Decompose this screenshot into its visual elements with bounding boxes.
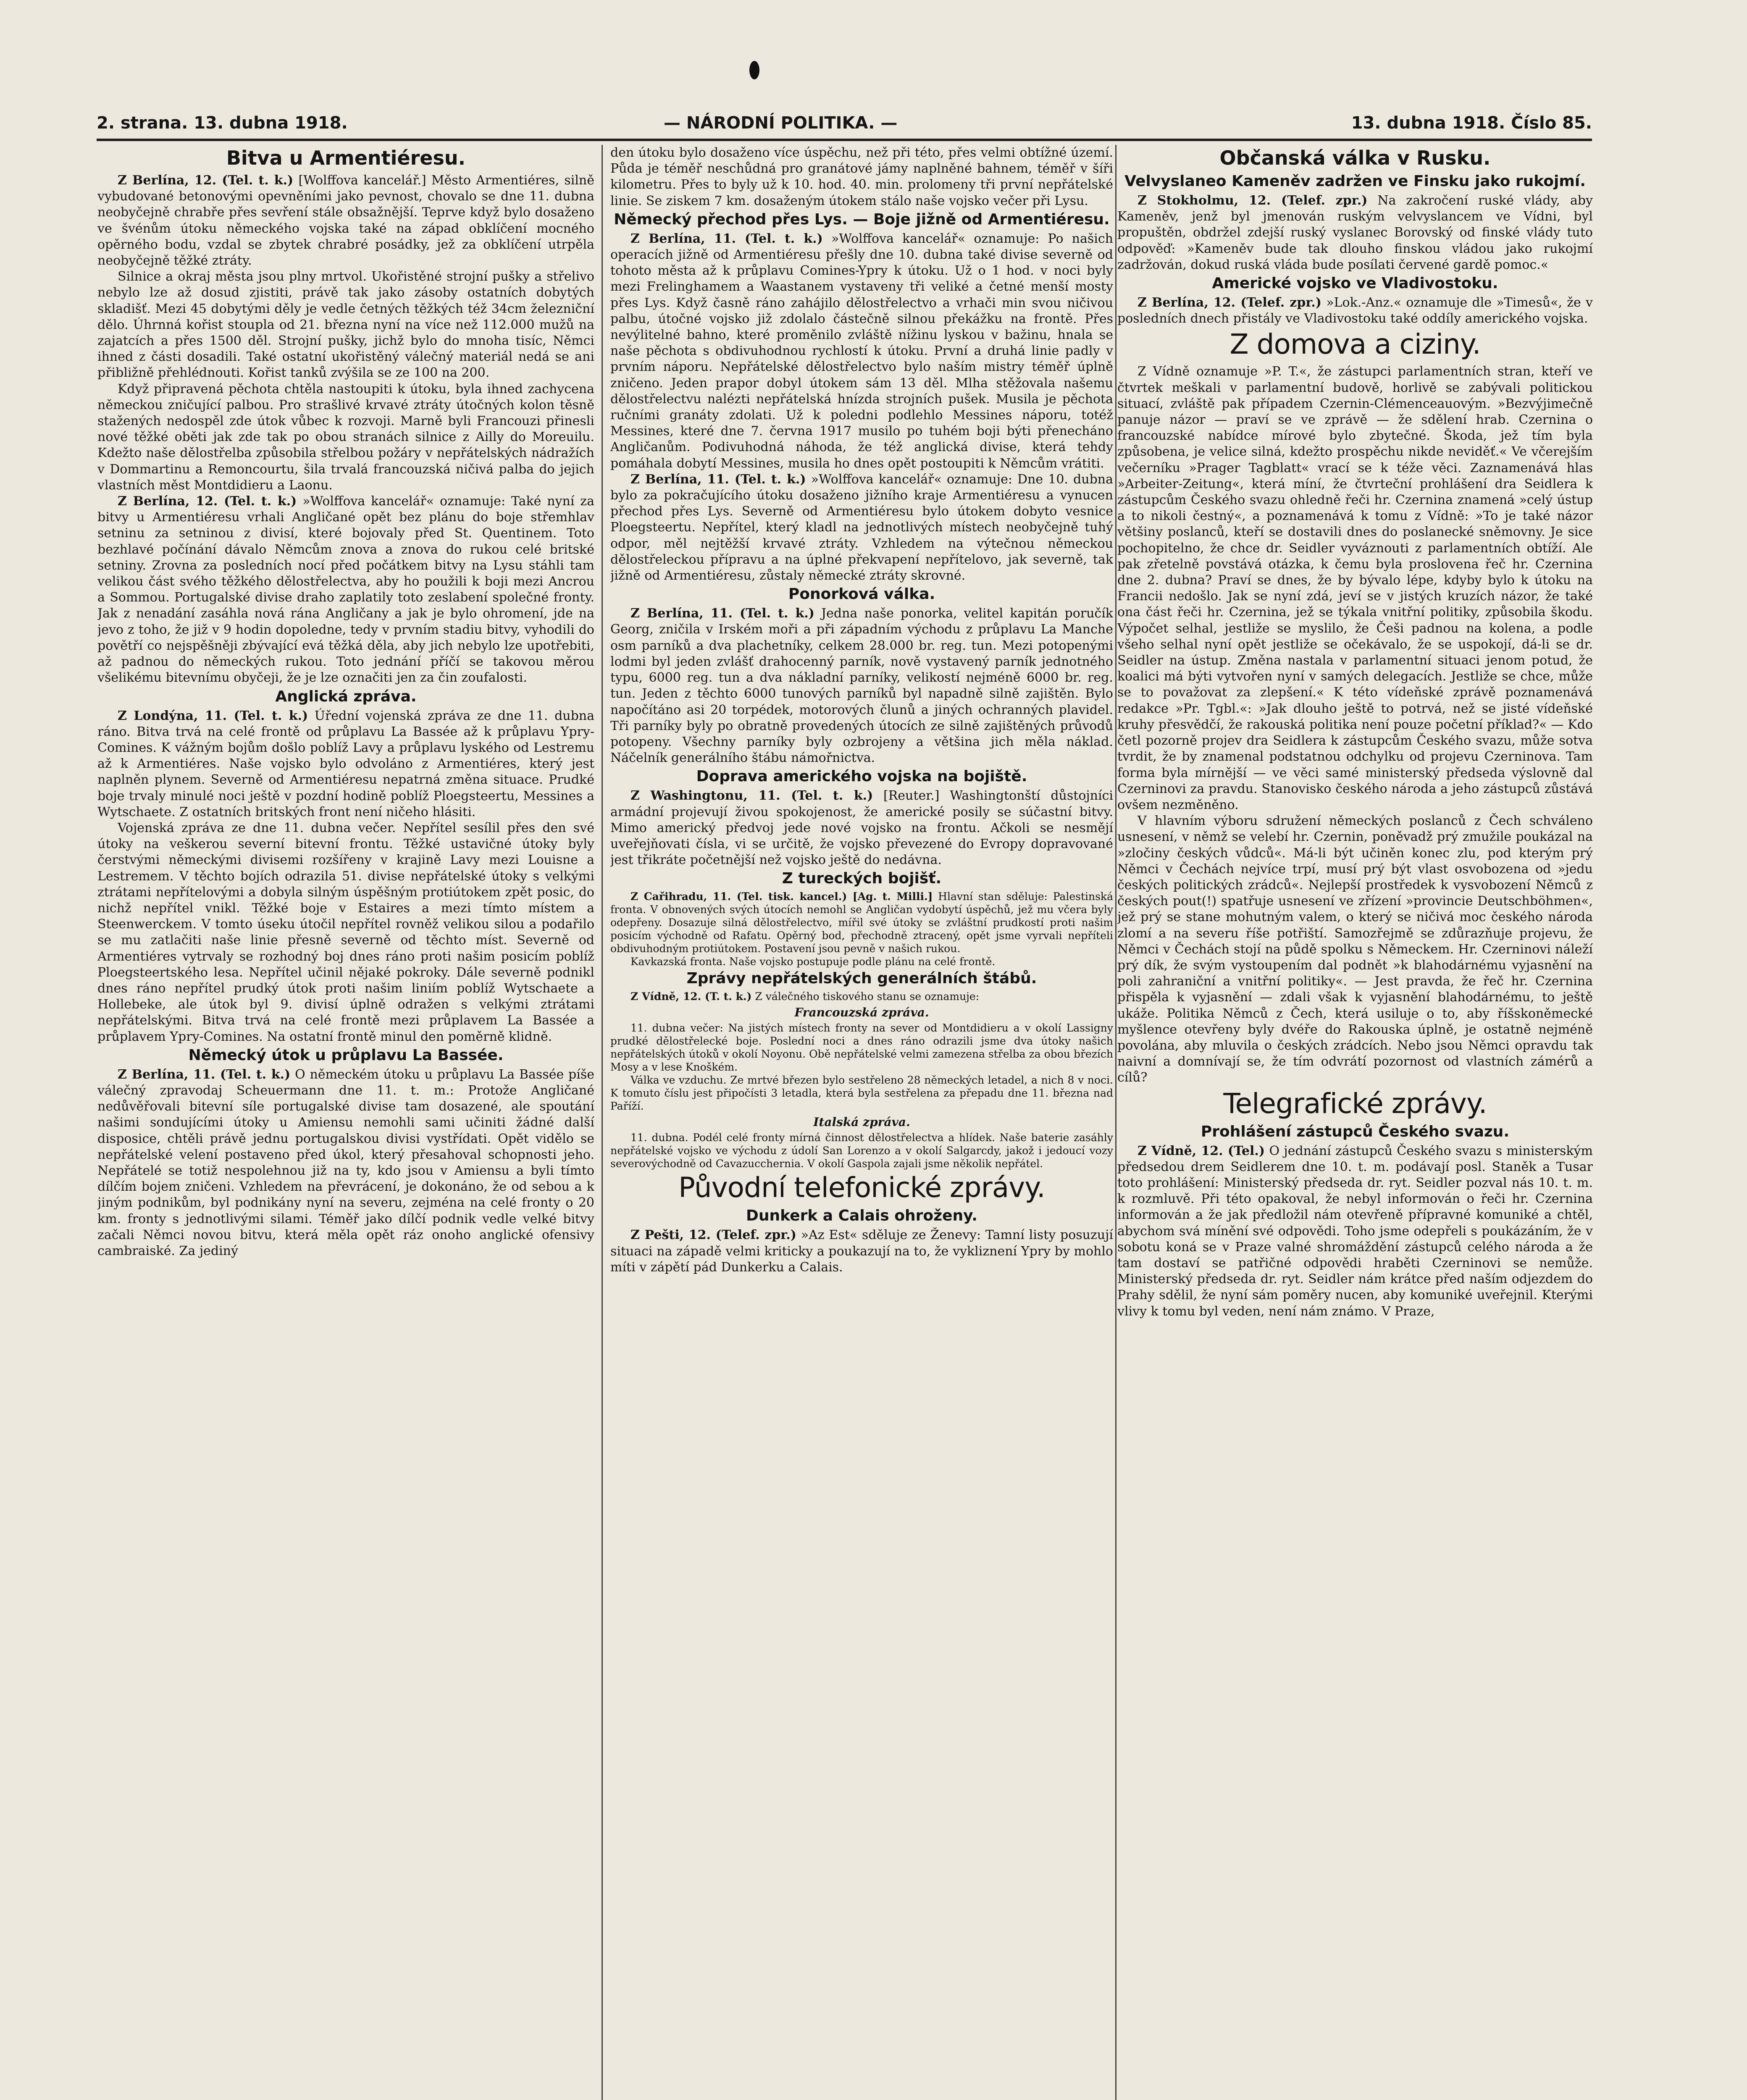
dateline: Z Pešti, 12. (Telef. zpr.) bbox=[630, 1228, 796, 1243]
article-paragraph: Z Vídně oznamuje »P. T.«, že zástupci parlamentních stran, kteří ve čtvrtek meškali v parlamentní budově, horlivě se zabývali politickou situací, zvláště pak případem Czernin-Clémenceauovým. »Bezvýjimečně panuje názor — praví se ve zprávě — že sdělení hrab. Czernina o francouzské nabídce mírové bylo zbytečné. Škoda, jež tím byla způsobena, je velice silná, kdežto prospěchu nikde neviděť.« Ve včerejším večerníku »Prager Tagblatt« vrací se k téže věci. Zaznamenává hlas »Arbeiter-Zeitung«, která míní, že čtvrteční prohlášení dra Seidlera k zástupcům Českého svazu ohledně řeči hr. Czernina znamená »celý ústup a to nikoli čestný«, a poznamenává k tomu z Vídně: »To je také názor většiny poslanců, kteří se dostavili dnes do poslanecké sněmovny. Je sice pochopitelno, že chce dr. Seidler vyváznouti z parlamentních obtíží. Ale pak zřetelně povstává otázka, k čemu byla proslovena řeč hr. Czernina dne 2. dubna? Praví se dnes, že by bývalo lépe, kdyby bylo k útoku na Francii nedošlo. Jak se nyní zdá, jeví se v jistých kruzích názor, že také ona část řeči hr. Czernina, jež se týkala vnitřní politiky, způsobila škodu. Výpočet selhal, jestliže se myslilo, že Češi padnou na kolena, a podle všeho selhal nyní opět jestliže se očekávalo, že se uspokojí, dá-li se dr. Seidler na ústup. Změna nastala v parlamentní situaci jenom potud, že koalici má býti vytvořen nyní v samých delegacích. Jestliže se chce, může se to považovat za zlepšení.« K této vídeňské zprávě poznamenává redakce »Pr. Tgbl.«: »Jak dlouho ještě to potrvá, než se jisté vídeňské kruhy přesvědčí, že rakouská politika není pouze početní příklad?« — Kdo četl pozorně projev dra Seidlera k zástupcům Českého svazu, může sotva tvrdit, že by znamenal podstatnou odchylku od projevu Czerninova. Tam forma byla mírnější — ve věci samé ministerský předseda výslovně dal Czerninovi za pravdu. Stanovisko českého národa a jeho zástupců zůstává ovšem nezměněno. bbox=[1117, 364, 1593, 812]
headline-telegraficke-zpravy: Telegrafické zprávy. bbox=[1223, 1087, 1487, 1120]
headline-tureckych-bojist: Z tureckých bojišť. bbox=[782, 870, 942, 887]
headline-dunkerk-calais: Dunkerk a Calais ohroženy. bbox=[746, 1207, 977, 1225]
dateline: Z Vídně, 12. (Tel.) bbox=[1138, 1143, 1265, 1158]
article-paragraph: Z Berlína, 11. (Tel. t. k.) Jedna naše ponorka, velitel kapitán poručík Georg, zničila v Irském moři a při západním východu z průplavu La Manche osm parníků a dva plachetníky, celkem 28.000 br. reg. tun. Mezi potopenými lodmi byl jeden zvlášť drahocenný parník, nově vystavený parník jednotného typu, 6000 reg. tun a dva nákladní parníky, velikostí nejméně 6000 br. reg. tun. Jeden z těchto 6000 tunových parníků byl napadně silně zajištěn. Bylo napočítáno asi 20 torpédek, motorových člunů a jiných ochranných plavidel. Tři parníky byly po obratně provedených útocích ze silně zajištěných průvodů potopeny. Všechny parníky byly ozbrojeny a většina jich měla náklad. Náčelník generálního štábu námořnictva. bbox=[610, 606, 1113, 766]
article-paragraph: Z Stokholmu, 12. (Telef. zpr.) Na zakročení ruské vlády, aby Kameněv, jenž byl jmenován ruským velvyslancem ve Vídni, byl propuštěn, obdržel zdejší ruský vyslanec Borovský od finské vlády tuto odpověď: »Kameněv bude tak dlouho finskou vládou jako rukojmí zadržován, dokud ruská vláda bude posílati červené gardě pomoc.« bbox=[1117, 193, 1593, 272]
headline-armentieres: Bitva u Armentiéresu. bbox=[226, 147, 466, 169]
column-rule bbox=[1115, 145, 1117, 2100]
column-3 bbox=[1117, 145, 1593, 2100]
dateline: Z Berlína, 11. (Tel. t. k.) bbox=[630, 231, 823, 246]
headline-z-domova-a-ciziny: Z domova a ciziny. bbox=[1229, 328, 1481, 361]
column-1 bbox=[97, 145, 594, 2100]
headline-kamenev: Velvyslaneo Kameněv zadržen ve Finsku jako rukojmí. bbox=[1124, 173, 1586, 190]
dateline: Z Berlína, 12. (Tel. t. k.) bbox=[118, 494, 297, 509]
subheading-italska: Italská zpráva. bbox=[813, 1115, 910, 1129]
article-paragraph: Z Berlína, 12. (Telef. zpr.) »Lok.-Anz.« oznamuje dle »Timesů«, že v posledních dnech přistály ve Vladivostoku také oddíly amerického vojska. bbox=[1117, 295, 1593, 326]
headline-nemecky-utok: Německý útok u průplavu La Bassée. bbox=[188, 1046, 504, 1064]
article-paragraph: Z Vídně, 12. (T. t. k.) Z válečného tiskového stanu se oznamuje: bbox=[630, 990, 980, 1003]
headline-americke-vojsko: Americké vojsko ve Vladivostoku. bbox=[1212, 275, 1498, 292]
article-paragraph: Z Berlína, 12. (Tel. t. k.) [Wolffova kancelář.] Město Armentiéres, silně vybudované betonovými opevněními jako pevnost, chovalo se dne 11. dubna neobyčejně chrabře přes sevření stále obsažnější. Teprve když bylo dosaženo ve švénům útoku německého vojska také na západ obklíčení mocného opěrného bodu, vzdal se zbytek chrabré posádky, jež za obklíčení utrpěla neobyčejně těžké ztráty. bbox=[97, 173, 594, 268]
headline-zpravy-stabu: Zprávy nepřátelských generálních štábů. bbox=[686, 970, 1037, 987]
article-paragraph: den útoku bylo dosaženo více úspěchu, než při této, přes velmi obtížné území. Půda je téměř neschůdná pro granátové jámy naplněné bahnem, téměř v šíři kilometru. Přes to byly už k 10. hod. 40. min. prolomeny tři první nepřátelské linie. Se ziskem 7 km. dosaženým útokem stálo naše vojsko večer při Lysu. bbox=[610, 145, 1113, 208]
article-paragraph: Z Londýna, 11. (Tel. t. k.) Úřední vojenská zpráva ze dne 11. dubna ráno. Bitva trvá na celé frontě od průplavu La Bassée až k průplavu Ypry-Comines. K vážným bojům došlo poblíž Lavy a průplavu lyského od Lestremu až k Armentiéres. Naše vojsko bylo odvoláno z Armentiéres, který jest naplněn plynem. Severně od Armentiéresu nepatrná změna situace. Prudké boje trvaly minulé noci ještě v pozdní hodině poblíž Ploegsteertu, Messines a Wytschaete. Z ostatních britských front není ničeho hlásiti. bbox=[97, 708, 594, 819]
dateline: Z Berlína, 12. (Tel. t. k.) bbox=[118, 173, 294, 188]
article-paragraph: Z Cařihradu, 11. (Tel. tisk. kancel.) [Ag. t. Milli.] Hlavní stan sděluje: Palestinská fronta. V obnovených svých útocích nemohl se Angličan vydobytí úspěchů, jež mu včera byly odepřeny. Dosazuje silná dělostřelectvo, mířil své útoky se zvláštní prudkostí proti našim posicím východně od Rafatu. Opěrný bod, přechodně ztracený, opět jsme vyrvali nepříteli obdivuhodným protiútokem. Postavení jsou pevně v našich rukou. bbox=[610, 890, 1113, 955]
dateline: Z Londýna, 11. (Tel. t. k.) bbox=[118, 708, 308, 723]
article-paragraph: Z Washingtonu, 11. (Tel. t. k.) [Reuter.] Washingtonští důstojníci armádní projevují živou spokojenost, že americké posily se súčastní bitvy. Mimo americký předvoj jede nové vojsko na frontu. Ačkoli se nesmějí uveřejňovati čísla, vi se určitě, že vojsko převezené do Evropy dopravované jest třikráte početnější než vojsko ještě do nedávna. bbox=[610, 788, 1113, 868]
article-paragraph: Z Berlína, 11. (Tel. t. k.) »Wolffova kancelář« oznamuje: Dne 10. dubna bylo za pokračujícího útoku dosaženo jižního kraje Armentiéresu a vynucen přechod přes Lys. Severně od Armentiéresu bylo útokem dobyto vesnice Ploegsteertu. Nepřítel, který kladl na jednotlivých místech neobyčejně tuhý odpor, měl nejtěžší krvavé ztráty. Vzhledem na výtečnou německou dělostřeleckou přípravu a na úplné překvapení nepřítelovo, jak severně, tak jižně od Armentiéresu, zůstaly německé ztráty skrovné. bbox=[610, 472, 1113, 583]
article-paragraph: V hlavním výboru sdružení německých poslanců z Čech schváleno usnesení, v němž se velebí hr. Czernin, poněvadž prý zmužile poukázal na »zločiny českých vůdců«. Má-li být učiněn konec zlu, pod kterým prý Němci v Čechách nejvíce trpí, musí prý být vlast osvobozena od »jedu českých politických zrádců«. Nejlepší prostředek k vysvobození Němců z českých pout(!) spatřuje usnesení ve zřízení »provincie Deutschböhmen«, jež prý se stane mohutným valem, o který se ničivá moc českého národa zlomí a na severu říše potřiští. Samozřejmě se zdůrazňuje projevu, že Němci v Čechách stojí na půdě spolku s Německem. Hr. Czerninovi náleží prý dík, že svým vystoupením dal podnět »k blahodárnému vyjasnění na poli zahraniční a vnitřní politiky«. — Jest pravda, že řeč hr. Czernina přispěla k vyjasnění — zdali však k vyjasnění blahodárnému, to ještě ukáže. Politika Němců z Čech, která usiluje o to, aby říšskoněmecké myšlence otevřeny byly dvéře do Rakouska úplně, je ostatně nejméně povolána, aby mluvila o českých zrádcích. Nebo jsou Němci opravdu tak naivní a domnívají se, že tím odvrátí pozornost od vlastních zámérů a cílů? bbox=[1117, 814, 1593, 1085]
headline-doprava-vojska: Doprava amerického vojska na bojiště. bbox=[696, 768, 1027, 785]
article-paragraph: Kavkazská fronta. Naše vojsko postupuje podle plánu na celé frontě. bbox=[630, 956, 996, 968]
issue-date-number: 13. dubna 1918. Číslo 85. bbox=[1351, 113, 1592, 133]
article-paragraph: 11. dubna večer: Na jistých místech fronty na sever od Montdidieru a v okolí Lassigny prudké dělostřelecké boje. Poslední noci a dnes ráno odrazili jsme dva útoky našich nepřátelských útoků v okolí Noyonu. Obě nepřátelské velmi zamezena střelba za obou březích Mosy a v lese Knoškém. bbox=[610, 1022, 1113, 1074]
dateline: Z Berlína, 11. (Tel. t. k.) bbox=[118, 1067, 291, 1082]
article-paragraph: Válka ve vzduchu. Ze mrtvé březen bylo sestřeleno 28 německých letadel, a nich 8 v noci. K tomuto číslu jest připočísti 3 letadla, která byla sestřelena za přepadu dne 11. března nad Paříží. bbox=[610, 1074, 1113, 1113]
masthead bbox=[97, 105, 1592, 141]
article-paragraph: Z Berlína, 11. (Tel. t. k.) »Wolffova kancelář« oznamuje: Po našich operacích jižně od Armentiéresu přešly dne 10. dubna také divise severně od tohoto města až k průplavu Comines-Ypry k útoku. Už o 1 hod. v noci byly mezi Frelinghamem a Waastanem vystaveny tři veliké a četné menší mosty přes Lys. Když časně ráno zahájilo dělostřelectvo a vrhači min svou ničivou palbu, útočné vojsko již zdolalo částečně silnou překážku na frontě. Přes nevýlitelné bahno, které proměnilo zvláště nížinu lyskou v bažinu, hnala se naše pěchota s obdivuhodnou rychlostí k útoku. První a druhá linie padly v prvním náporu. Nepřátelské dělostřelectvo bylo naším mistry téměř úplně zničeno. Jeden prapor dobyl útokem sám 13 děl. Mlha stěžovala našemu dělostřelectvu nalézti nepřátelská hnízda strojních pušek. Musila je pěchota ručními granáty zdolati. Už k poledni podlehlo Messines náporu, totéž Messines, které dne 7. června 1917 musilo po tuhém boji býti přenecháno Angličanům. Podivuhodná náhoda, že též anglická divise, která tehdy pomáhala dobytí Messines, musila ho dnes opět postoupiti k Němcům vrátiti. bbox=[610, 231, 1113, 471]
dateline: Z Cařihradu, 11. (Tel. tisk. kancel.) [Ag. t. Milli.] bbox=[630, 890, 933, 903]
dateline: Z Berlína, 11. (Tel. t. k.) bbox=[630, 606, 814, 621]
column-2 bbox=[610, 145, 1113, 2100]
headline-prohlaseni: Prohlášení zástupců Českého svazu. bbox=[1201, 1123, 1510, 1140]
column-rule bbox=[602, 145, 603, 2100]
headline-anglicka-zprava: Anglická zpráva. bbox=[275, 688, 417, 705]
dateline: Z Berlína, 11. (Tel. t. k.) bbox=[630, 472, 806, 487]
article-paragraph: Silnice a okraj města jsou plny mrtvol. Ukořistěné strojní pušky a střelivo nebylo lze až dosud zjistiti, právě tak jako zásoby ostatních dobytých skladišť. Mezi 45 dobytými děly je vedle četných těžkých též 34cm železniční dělo. Úhrnná kořist stoupla od 21. března nyní na více než 112.000 mužů na zajatcích a přes 1500 děl. Strojní pušky, jichž bylo do mnoha tisíc, Němci ihned z části dosadili. Také ostatní ukořistěný válečný materiál nedá se ani přibližně přehlédnouti. Kořist tanků zvýšila se ze 100 na 200. bbox=[97, 269, 594, 381]
headline-prechod-pres-lys: Německý přechod přes Lys. — Boje jižně od Armentiéresu. bbox=[614, 210, 1110, 228]
dateline: Z Stokholmu, 12. (Telef. zpr.) bbox=[1138, 193, 1368, 208]
article-paragraph: Z Pešti, 12. (Telef. zpr.) »Az Est« sděluje ze Ženevy: Tamní listy posuzují situaci na západě velmi kriticky a poukazují na to, že vykliznení Ypry by mohlo míti v zápětí pád Dunkerku a Calais. bbox=[610, 1228, 1113, 1275]
dateline: Z Berlína, 12. (Telef. zpr.) bbox=[1138, 295, 1322, 310]
article-paragraph: Když připravená pěchota chtěla nastoupiti k útoku, byla ihned zachycena německou zničující palbou. Pro strašlivé krvavé ztráty útočných kolon těsně stažených nedospěl zde útok vůbec k rozvoji. Marně byli Francouzi přinesli nové těžké oběti jak zde tak po obou stranách silnice z Ailly do Moreuilu. Kdežto naše dělostřelba způsobila střelbou požáry v nepřátelských nádražích v Dommartinu a Remoncourtu, šila trvalá francouzská ničivá palba do jejich vlastních měst Montdidieru a Laonu. bbox=[97, 381, 594, 493]
punch-hole-mark bbox=[749, 61, 759, 79]
dateline: Z Washingtonu, 11. (Tel. t. k.) bbox=[630, 788, 873, 803]
headline-ponorkova-valka: Ponorková válka. bbox=[788, 585, 935, 603]
page-number-date: 2. strana. 13. dubna 1918. bbox=[97, 113, 348, 133]
headline-obcanska-valka: Občanská válka v Rusku. bbox=[1219, 147, 1491, 169]
headline-puvodni-zpravy: Původní telefonické zprávy. bbox=[678, 1171, 1045, 1204]
dateline: Z Vídně, 12. (T. t. k.) bbox=[630, 990, 752, 1003]
article-paragraph: Z Berlína, 12. (Tel. t. k.) »Wolffova kancelář« oznamuje: Také nyní za bitvy u Armentiéresu vrhali Angličané opět bez plánu do boje střemhlav setninu za setninou z divisí, které bojovaly před St. Quentinem. Toto bezhlavé počínání dávalo Němcům znova a znova do rukou celé britské setniny. Zrovna za posledních nocí před počátkem bitvy na Lysu stáhli tam velikou část svého těžkého dělostřelectva, aby ho použili k boji mezi Ancrou a Sommou. Portugalské divise draho zaplatily toto zeslabení společné fronty. Jak z nenadání zasáhla nová rána Angličany a jak je bylo ohromení, jde na jevo z toho, že již v 9 hodin dopoledne, tedy v prvním stadiu bitvy, vyhodili do povětří co nejspěšněji zbývající evá těžká děla, aby jich nebylo lze upotřebiti, až padnou do německých rukou. Toto jednání příčí se takovou měrou všelikému bitevnímu obyčeji, že je lze označiti jen za čin zoufalosti. bbox=[97, 494, 594, 685]
newspaper-title: — NÁRODNÍ POLITIKA. — bbox=[664, 113, 898, 133]
article-paragraph: Z Berlína, 11. (Tel. t. k.) O německém útoku u průplavu La Bassée píše válečný zpravodaj Scheuermann dne 11. t. m.: Protože Angličané nedůvěřovali bitevní síle portugalské divise tam dosazené, ale spoutání našimi sondujícími útoky u Amiensu nemohli sami učiniti žádné další disposice, chtěli právě jednu portugalskou divisi vystřídati. Opět vidělo se nepřátelské velení postaveno před úkol, který přesahoval schopnosti jeho. Nepřátelé se totiž nespolehnou již na ty, kdo jsou v Amiensu a byli tímto dílčím bojem zničeni. Vzhledem na převrácení, je dokonáno, že od sebou a k jiným podnikům, byl podnikány nyní na severu, zejména na celé fronty o 20 km. fronty s jednotlivými silami. Téměř jako dílčí podnik vedle velké bitvy začali Němci novou bitvu, která měla opět ráz onoho anglické ofensivy cambraiské. Za jediný bbox=[97, 1067, 594, 1258]
article-paragraph: Vojenská zpráva ze dne 11. dubna večer. Nepřítel sesílil přes den své útoky na veškerou severní bitevní frontu. Těžké ustavičné útoky byly čerstvými německými divisemi rozšířeny v krajině Lavy mezi Louisne a Lestremem. V těchto bojích odrazila 51. divise nepřátelské útoky s velkými ztrátami nepřítelovými a dobyla silným úspěšným protiútokem zpět posic, do nichž nepřítel vnikl. Těžké boje v Estaires a mezi tímto místem a Steenwerckem. V tomto úseku útočil nepřítel rovněž velikou silou a podařilo se mu zatlačiti naše linie přesně severně od těchto míst. Severně od Armentiéres vytrvaly se rozhodný boj dnes ráno proti našim posicím poblíž Ploegsteertského lesa. Nepřítel učinil nějaké pokroky. Dále severně podnikl dnes ráno nepřítel prudký útok proti našim liniím poblíž Wytschaete a Hollebeke, ale útok byl 9. divisí úplně odražen s velkými ztrátami nepřátelskými. Bitva trvá na celé frontě mezi průplavem La Bassée a průplavem Ypry-Comines. Na ostatní frontě minul den poměrně klidně. bbox=[97, 820, 594, 1044]
article-paragraph: Z Vídně, 12. (Tel.) O jednání zástupců Českého svazu s ministerským předsedou drem Seidlerem dne 10. t. m. podávají posl. Staněk a Tusar toto prohlášení: Ministerský předseda dr. ryt. Seidler pozval nás 10. t. m. k rozmluvě. Při této opakoval, že nebyl informován o řeči hr. Czernina informován a že jak předložil nám otevřeně přípravné komuniké a chtěl, abychom svá mínění své odpovědi. Toho jsme odepřeli s poukázáním, že v sobotu koná se v Praze valné shromáždění zástupců celého národa a že tam dostaví se patřičné odpovědi hraběti Czerninovi se nemůže. Ministerský předseda dr. ryt. Seidler nám krátce před naším odjezdem do Prahy sdělil, že nyní sám poměry nucen, aby komuniké uveřejnil. Kterými vlivy k tomu byl veden, není nám známo. V Praze, bbox=[1117, 1143, 1593, 1319]
subheading-francouzska: Francouzská zpráva. bbox=[794, 1005, 929, 1020]
article-paragraph: 11. dubna. Podél celé fronty mírná činnost dělostřelectva a hlídek. Naše baterie zasáhly nepřátelské vojsko ve východu z údolí San Lorenzo a v okolí Salgarcdy, jakož i jedoucí vozy severovýchodně od Cavazucchernia. V okolí Gaspola zajali jsme několik nepřátel. bbox=[610, 1131, 1113, 1170]
